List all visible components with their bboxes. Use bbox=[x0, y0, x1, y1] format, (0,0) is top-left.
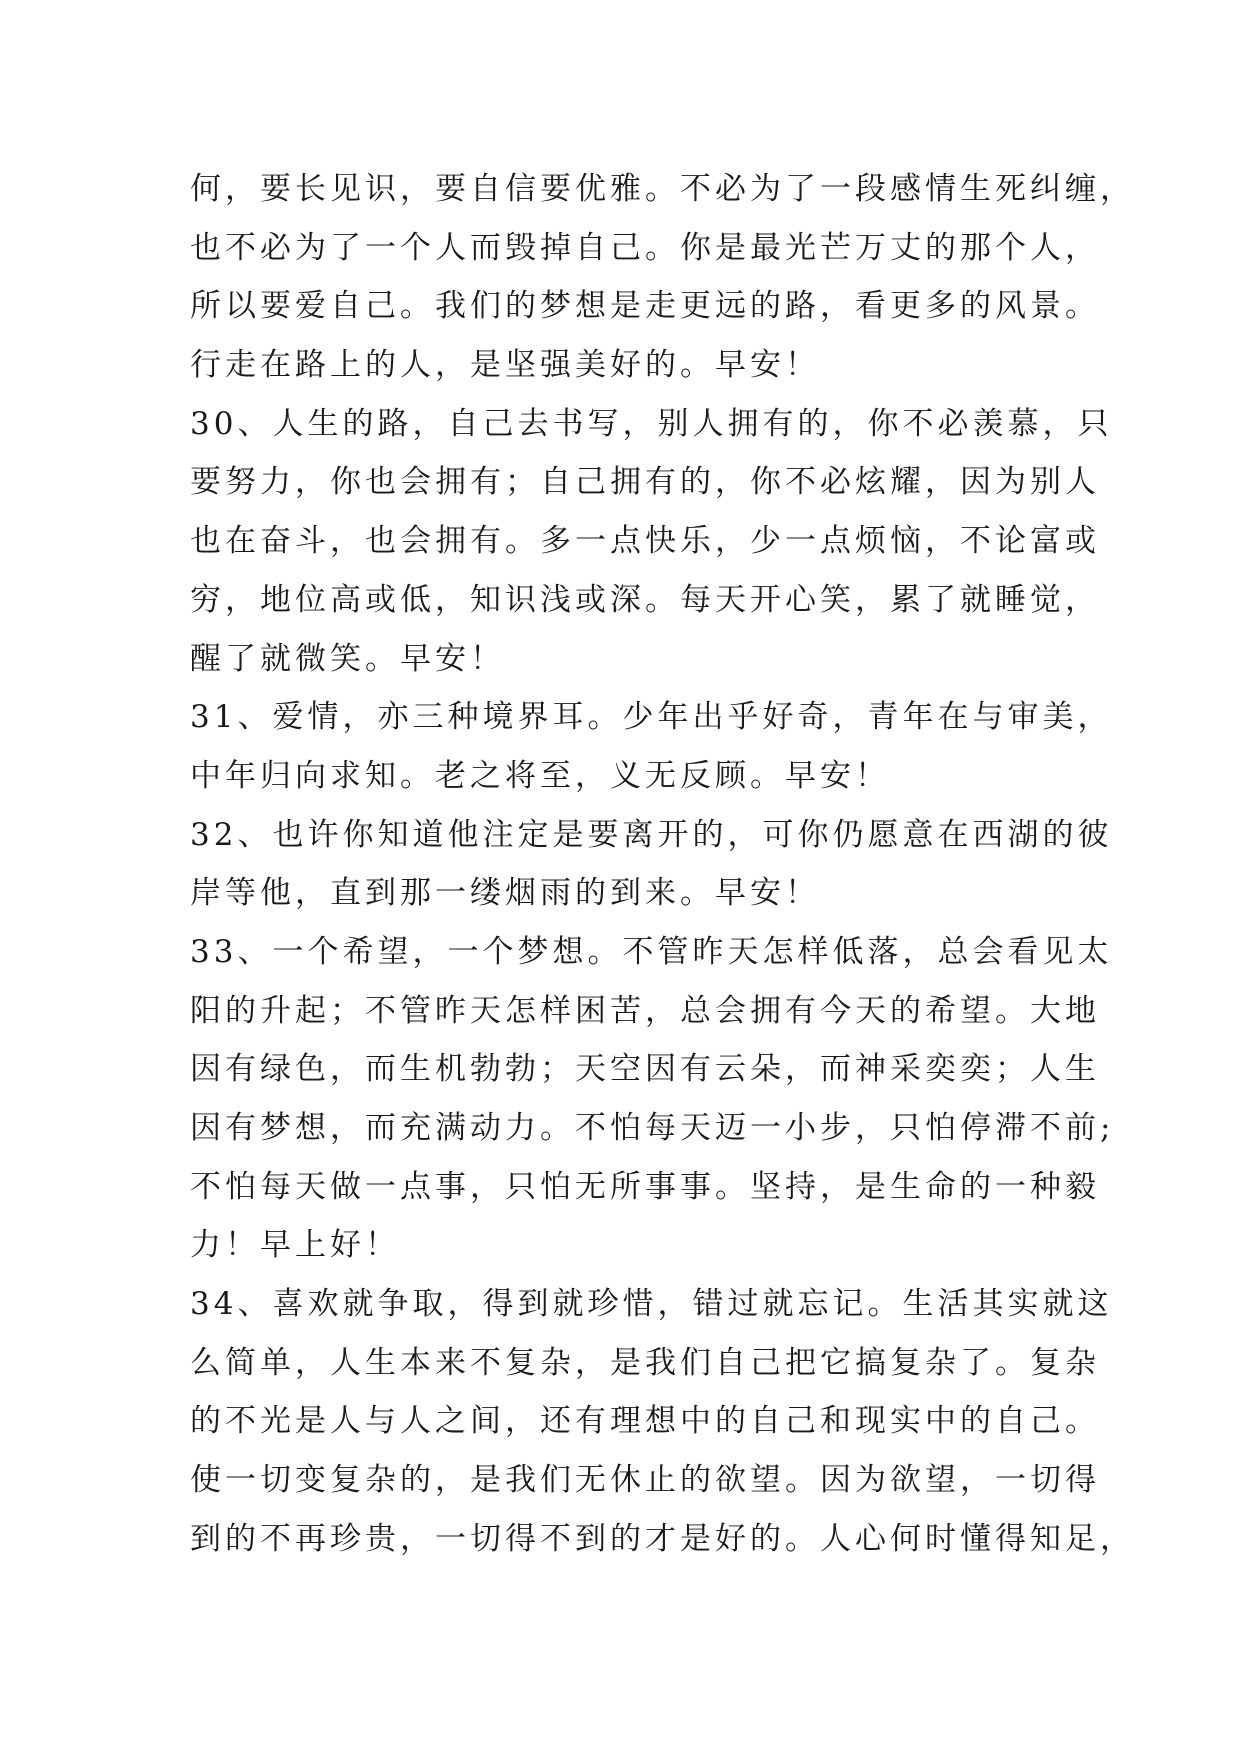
text-line: 因有绿色，而生机勃勃；天空因有云朵，而神采奕奕；人生 bbox=[190, 1051, 1100, 1088]
body-text bbox=[190, 160, 1135, 1569]
text-line: 的不光是人与人之间，还有理想中的自己和现实中的自己。 bbox=[190, 1403, 1100, 1440]
text-line: 到的不再珍贵，一切得不到的才是好的。人心何时懂得知足， bbox=[190, 1520, 1135, 1557]
text-line: 31、爱情，亦三种境界耳。少年出乎好奇，青年在与审美， bbox=[190, 699, 1113, 736]
text-line: 因有梦想，而充满动力。不怕每天迈一小步，只怕停滞不前; bbox=[190, 1110, 1115, 1146]
text-line: 醒了就微笑。早安！ bbox=[190, 640, 505, 677]
text-line: 不怕每天做一点事，只怕无所事事。坚持，是生命的一种毅 bbox=[190, 1168, 1100, 1205]
text-line: 阳的升起；不管昨天怎样困苦，总会拥有今天的希望。大地 bbox=[190, 992, 1100, 1029]
text-line: 30、人生的路，自己去书写，别人拥有的，你不必羡慕，只 bbox=[190, 405, 1113, 442]
text-line: 32、也许你知道他注定是要离开的，可你仍愿意在西湖的彼 bbox=[190, 816, 1113, 853]
text-line: 何，要长见识，要自信要优雅。不必为了一段感情生死纠缠， bbox=[190, 171, 1135, 207]
text-line: 使一切变复杂的，是我们无休止的欲望。因为欲望，一切得 bbox=[190, 1462, 1100, 1499]
text-line: 力！早上好！ bbox=[190, 1227, 400, 1264]
text-line: 所以要爱自己。我们的梦想是走更远的路，看更多的风景。 bbox=[190, 288, 1100, 325]
text-line: 34、喜欢就争取，得到就珍惜，错过就忘记。生活其实就这 bbox=[190, 1286, 1113, 1323]
text-line: 岸等他，直到那一缕烟雨的到来。早安！ bbox=[190, 875, 820, 912]
text-line: 33、一个希望，一个梦想。不管昨天怎样低落，总会看见太 bbox=[190, 933, 1113, 970]
text-line: 要努力，你也会拥有；自己拥有的，你不必炫耀，因为别人 bbox=[190, 464, 1100, 501]
text-line: 也在奋斗，也会拥有。多一点快乐，少一点烦恼，不论富或 bbox=[190, 523, 1100, 560]
text-line: 穷，地位高或低，知识浅或深。每天开心笑，累了就睡觉， bbox=[190, 581, 1100, 618]
text-line: 中年归向求知。老之将至，义无反顾。早安！ bbox=[190, 757, 890, 794]
text-line: 行走在路上的人，是坚强美好的。早安！ bbox=[190, 347, 820, 384]
text-line: 也不必为了一个人而毁掉自己。你是最光芒万丈的那个人， bbox=[190, 229, 1100, 266]
text-line: 么简单，人生本来不复杂，是我们自己把它搞复杂了。复杂 bbox=[190, 1344, 1100, 1381]
